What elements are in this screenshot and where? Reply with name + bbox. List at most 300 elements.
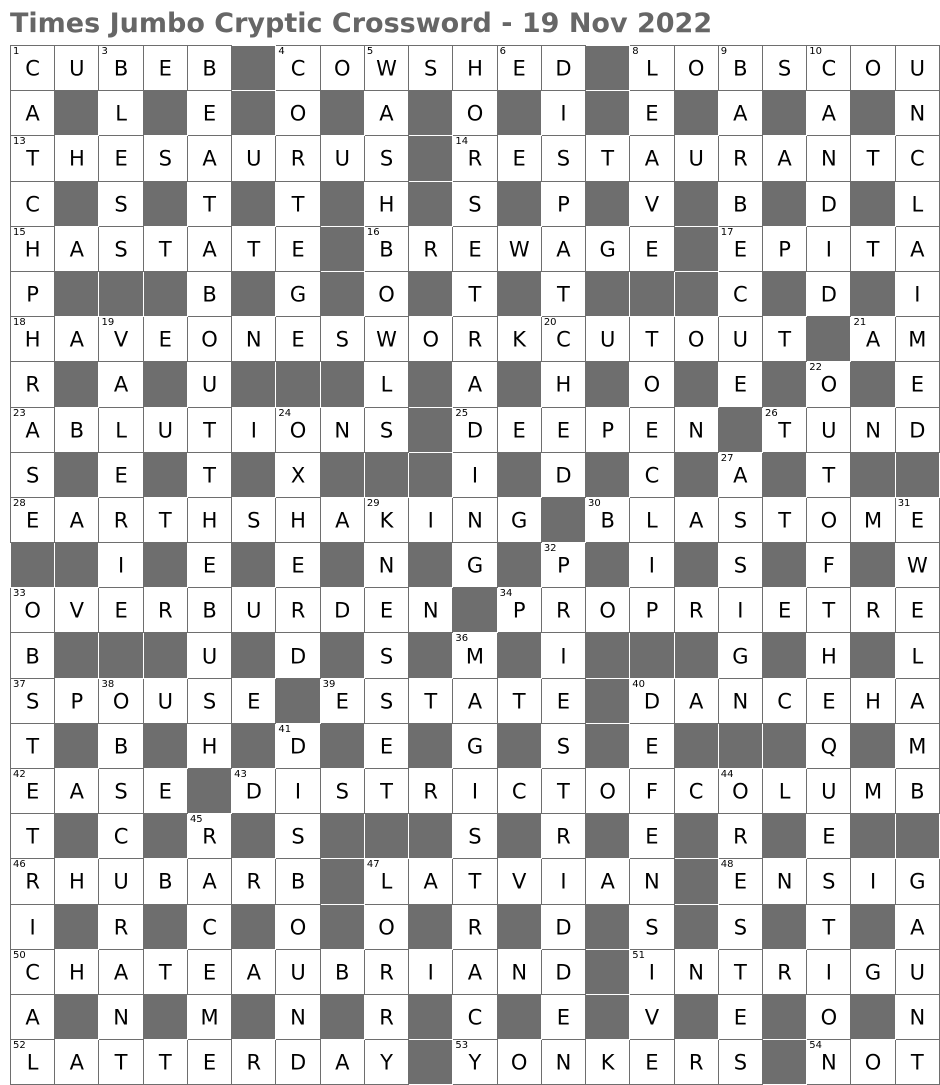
grid-cell[interactable] [364,723,408,768]
grid-cell[interactable] [364,769,408,814]
grid-cell[interactable] [762,949,806,994]
grid-cell[interactable] [630,678,674,723]
grid-cell[interactable] [232,317,276,362]
grid-cell[interactable] [586,317,630,362]
grid-cell[interactable] [674,317,718,362]
grid-cell[interactable] [762,859,806,904]
grid-cell[interactable] [497,46,541,91]
grid-cell[interactable] [630,317,674,362]
grid-cell[interactable] [807,226,851,271]
grid-cell[interactable] [807,181,851,226]
grid-cell[interactable] [807,136,851,181]
grid-cell[interactable] [364,543,408,588]
grid-cell[interactable] [232,769,276,814]
grid-cell[interactable] [187,407,231,452]
grid-cell[interactable] [630,91,674,136]
grid-cell[interactable] [55,226,99,271]
grid-cell[interactable] [55,136,99,181]
grid-cell[interactable] [276,814,320,859]
grid-cell[interactable] [187,362,231,407]
grid-cell[interactable] [143,497,187,542]
grid-cell[interactable] [11,136,55,181]
grid-cell[interactable] [630,949,674,994]
grid-cell[interactable] [807,46,851,91]
grid-cell[interactable] [762,769,806,814]
grid-cell[interactable] [320,949,364,994]
grid-cell[interactable] [232,949,276,994]
grid-cell[interactable] [895,226,939,271]
grid-cell[interactable] [807,271,851,316]
grid-cell[interactable] [674,1040,718,1085]
grid-cell[interactable] [11,226,55,271]
grid-cell[interactable] [55,46,99,91]
grid-cell[interactable] [143,949,187,994]
grid-cell[interactable] [55,407,99,452]
grid-cell[interactable] [99,859,143,904]
grid-cell[interactable] [364,497,408,542]
grid-cell[interactable] [99,678,143,723]
grid-cell[interactable] [232,226,276,271]
grid-cell[interactable] [232,407,276,452]
grid-cell[interactable] [99,362,143,407]
grid-cell[interactable] [807,633,851,678]
grid-cell[interactable] [55,949,99,994]
grid-cell[interactable] [541,859,585,904]
grid-cell[interactable] [453,723,497,768]
grid-cell[interactable] [586,1040,630,1085]
grid-cell[interactable] [541,271,585,316]
grid-cell[interactable] [630,136,674,181]
grid-cell[interactable] [187,723,231,768]
grid-cell[interactable] [11,814,55,859]
grid-cell[interactable] [895,1040,939,1085]
grid-cell[interactable] [276,226,320,271]
grid-cell[interactable] [895,904,939,949]
grid-cell[interactable] [497,678,541,723]
grid-cell[interactable] [851,497,895,542]
grid-cell[interactable] [895,362,939,407]
grid-cell[interactable] [807,859,851,904]
grid-cell[interactable] [409,769,453,814]
grid-cell[interactable] [630,46,674,91]
grid-cell[interactable] [320,1040,364,1085]
grid-cell[interactable] [895,91,939,136]
grid-cell[interactable] [143,769,187,814]
grid-cell[interactable] [541,181,585,226]
grid-cell[interactable] [630,1040,674,1085]
grid-cell[interactable] [807,723,851,768]
grid-cell[interactable] [276,543,320,588]
grid-cell[interactable] [143,859,187,904]
grid-cell[interactable] [276,904,320,949]
grid-cell[interactable] [674,949,718,994]
grid-cell[interactable] [99,1040,143,1085]
grid-cell[interactable] [541,588,585,633]
grid-cell[interactable] [497,949,541,994]
grid-cell[interactable] [762,317,806,362]
grid-cell[interactable] [364,91,408,136]
grid-cell[interactable] [453,181,497,226]
grid-cell[interactable] [187,859,231,904]
grid-cell[interactable] [586,769,630,814]
grid-cell[interactable] [630,226,674,271]
grid-cell[interactable] [630,181,674,226]
grid-cell[interactable] [674,769,718,814]
grid-cell[interactable] [99,769,143,814]
grid-cell[interactable] [718,317,762,362]
grid-cell[interactable] [364,904,408,949]
grid-cell[interactable] [99,497,143,542]
grid-cell[interactable] [497,769,541,814]
grid-cell[interactable] [807,543,851,588]
grid-cell[interactable] [99,181,143,226]
grid-cell[interactable] [99,452,143,497]
grid-cell[interactable] [320,46,364,91]
grid-cell[interactable] [143,136,187,181]
grid-cell[interactable] [453,769,497,814]
grid-cell[interactable] [586,226,630,271]
grid-cell[interactable] [276,407,320,452]
grid-cell[interactable] [276,181,320,226]
grid-cell[interactable] [99,136,143,181]
grid-cell[interactable] [364,46,408,91]
grid-cell[interactable] [807,588,851,633]
grid-cell[interactable] [364,994,408,1039]
grid-cell[interactable] [718,1040,762,1085]
grid-cell[interactable] [409,226,453,271]
grid-cell[interactable] [453,543,497,588]
grid-cell[interactable] [674,678,718,723]
grid-cell[interactable] [187,588,231,633]
grid-cell[interactable] [11,949,55,994]
grid-cell[interactable] [497,226,541,271]
grid-cell[interactable] [276,1040,320,1085]
grid-cell[interactable] [99,226,143,271]
grid-cell[interactable] [541,136,585,181]
grid-cell[interactable] [409,46,453,91]
grid-cell[interactable] [55,497,99,542]
grid-cell[interactable] [718,588,762,633]
grid-cell[interactable] [11,904,55,949]
grid-cell[interactable] [630,814,674,859]
grid-cell[interactable] [320,678,364,723]
grid-cell[interactable] [99,904,143,949]
grid-cell[interactable] [630,362,674,407]
grid-cell[interactable] [453,949,497,994]
grid-cell[interactable] [851,136,895,181]
grid-cell[interactable] [497,317,541,362]
grid-cell[interactable] [895,181,939,226]
grid-cell[interactable] [11,46,55,91]
grid-cell[interactable] [807,407,851,452]
grid-cell[interactable] [11,723,55,768]
grid-cell[interactable] [762,588,806,633]
grid-cell[interactable] [718,859,762,904]
grid-cell[interactable] [276,317,320,362]
grid-cell[interactable] [453,46,497,91]
grid-cell[interactable] [11,317,55,362]
grid-cell[interactable] [807,994,851,1039]
grid-cell[interactable] [11,859,55,904]
grid-cell[interactable] [586,588,630,633]
grid-cell[interactable] [718,136,762,181]
grid-cell[interactable] [55,317,99,362]
grid-cell[interactable] [541,452,585,497]
grid-cell[interactable] [276,994,320,1039]
grid-cell[interactable] [453,994,497,1039]
grid-cell[interactable] [895,543,939,588]
grid-cell[interactable] [11,1040,55,1085]
grid-cell[interactable] [409,859,453,904]
grid-cell[interactable] [851,769,895,814]
grid-cell[interactable] [143,678,187,723]
grid-cell[interactable] [851,678,895,723]
grid-cell[interactable] [143,226,187,271]
grid-cell[interactable] [187,452,231,497]
grid-cell[interactable] [187,136,231,181]
grid-cell[interactable] [11,769,55,814]
grid-cell[interactable] [55,859,99,904]
grid-cell[interactable] [807,362,851,407]
grid-cell[interactable] [453,814,497,859]
grid-cell[interactable] [895,678,939,723]
grid-cell[interactable] [11,181,55,226]
grid-cell[interactable] [718,91,762,136]
grid-cell[interactable] [320,136,364,181]
grid-cell[interactable] [276,46,320,91]
grid-cell[interactable] [364,136,408,181]
grid-cell[interactable] [453,678,497,723]
grid-cell[interactable] [276,949,320,994]
grid-cell[interactable] [453,136,497,181]
grid-cell[interactable] [453,633,497,678]
grid-cell[interactable] [674,407,718,452]
grid-cell[interactable] [718,181,762,226]
grid-cell[interactable] [364,226,408,271]
grid-cell[interactable] [187,949,231,994]
grid-cell[interactable] [851,1040,895,1085]
grid-cell[interactable] [143,46,187,91]
grid-cell[interactable] [11,407,55,452]
grid-cell[interactable] [497,136,541,181]
grid-cell[interactable] [55,678,99,723]
grid-cell[interactable] [276,588,320,633]
grid-cell[interactable] [276,859,320,904]
grid-cell[interactable] [99,543,143,588]
grid-cell[interactable] [497,588,541,633]
grid-cell[interactable] [895,407,939,452]
grid-cell[interactable] [541,1040,585,1085]
grid-cell[interactable] [232,678,276,723]
grid-cell[interactable] [807,949,851,994]
grid-cell[interactable] [895,46,939,91]
grid-cell[interactable] [320,317,364,362]
grid-cell[interactable] [99,91,143,136]
grid-cell[interactable] [541,543,585,588]
grid-cell[interactable] [276,723,320,768]
grid-cell[interactable] [187,226,231,271]
grid-cell[interactable] [11,678,55,723]
grid-cell[interactable] [11,91,55,136]
grid-cell[interactable] [718,814,762,859]
grid-cell[interactable] [187,181,231,226]
grid-cell[interactable] [364,633,408,678]
crossword-grid[interactable] [10,45,940,1085]
grid-cell[interactable] [187,678,231,723]
grid-cell[interactable] [541,949,585,994]
grid-cell[interactable] [364,317,408,362]
grid-cell[interactable] [409,588,453,633]
grid-cell[interactable] [674,46,718,91]
grid-cell[interactable] [851,588,895,633]
grid-cell[interactable] [630,588,674,633]
grid-cell[interactable] [320,407,364,452]
grid-cell[interactable] [674,497,718,542]
grid-cell[interactable] [762,497,806,542]
grid-cell[interactable] [895,136,939,181]
grid-cell[interactable] [453,452,497,497]
grid-cell[interactable] [497,407,541,452]
grid-cell[interactable] [541,994,585,1039]
grid-cell[interactable] [99,407,143,452]
grid-cell[interactable] [187,543,231,588]
grid-cell[interactable] [895,949,939,994]
grid-cell[interactable] [541,46,585,91]
grid-cell[interactable] [453,317,497,362]
grid-cell[interactable] [541,678,585,723]
grid-cell[interactable] [630,407,674,452]
grid-cell[interactable] [851,46,895,91]
grid-cell[interactable] [11,452,55,497]
grid-cell[interactable] [99,723,143,768]
grid-cell[interactable] [276,91,320,136]
grid-cell[interactable] [541,769,585,814]
grid-cell[interactable] [453,91,497,136]
grid-cell[interactable] [276,271,320,316]
grid-cell[interactable] [364,859,408,904]
grid-cell[interactable] [232,1040,276,1085]
grid-cell[interactable] [232,859,276,904]
grid-cell[interactable] [453,904,497,949]
grid-cell[interactable] [541,362,585,407]
grid-cell[interactable] [453,362,497,407]
grid-cell[interactable] [851,859,895,904]
grid-cell[interactable] [541,91,585,136]
grid-cell[interactable] [187,317,231,362]
grid-cell[interactable] [497,859,541,904]
grid-cell[interactable] [718,769,762,814]
grid-cell[interactable] [541,814,585,859]
grid-cell[interactable] [718,543,762,588]
grid-cell[interactable] [320,588,364,633]
grid-cell[interactable] [541,633,585,678]
grid-cell[interactable] [99,588,143,633]
grid-cell[interactable] [320,497,364,542]
grid-cell[interactable] [453,271,497,316]
grid-cell[interactable] [630,904,674,949]
grid-cell[interactable] [320,769,364,814]
grid-cell[interactable] [453,497,497,542]
grid-cell[interactable] [630,452,674,497]
grid-cell[interactable] [11,362,55,407]
grid-cell[interactable] [541,317,585,362]
grid-cell[interactable] [807,904,851,949]
grid-cell[interactable] [99,814,143,859]
grid-cell[interactable] [99,994,143,1039]
grid-cell[interactable] [187,994,231,1039]
grid-cell[interactable] [364,362,408,407]
grid-cell[interactable] [187,814,231,859]
grid-cell[interactable] [630,723,674,768]
grid-cell[interactable] [143,1040,187,1085]
grid-cell[interactable] [762,678,806,723]
grid-cell[interactable] [453,859,497,904]
grid-cell[interactable] [851,949,895,994]
grid-cell[interactable] [895,317,939,362]
grid-cell[interactable] [187,1040,231,1085]
grid-cell[interactable] [586,136,630,181]
grid-cell[interactable] [364,678,408,723]
grid-cell[interactable] [364,949,408,994]
grid-cell[interactable] [11,994,55,1039]
grid-cell[interactable] [55,588,99,633]
grid-cell[interactable] [187,46,231,91]
grid-cell[interactable] [718,904,762,949]
grid-cell[interactable] [807,452,851,497]
grid-cell[interactable] [586,497,630,542]
grid-cell[interactable] [807,814,851,859]
grid-cell[interactable] [364,1040,408,1085]
grid-cell[interactable] [718,497,762,542]
grid-cell[interactable] [895,633,939,678]
grid-cell[interactable] [99,46,143,91]
grid-cell[interactable] [409,678,453,723]
grid-cell[interactable] [718,271,762,316]
grid-cell[interactable] [11,633,55,678]
grid-cell[interactable] [187,91,231,136]
grid-cell[interactable] [143,588,187,633]
grid-cell[interactable] [99,949,143,994]
grid-cell[interactable] [674,136,718,181]
grid-cell[interactable] [541,407,585,452]
grid-cell[interactable] [276,769,320,814]
grid-cell[interactable] [807,497,851,542]
grid-cell[interactable] [187,904,231,949]
grid-cell[interactable] [11,588,55,633]
grid-cell[interactable] [718,452,762,497]
grid-cell[interactable] [11,271,55,316]
grid-cell[interactable] [718,678,762,723]
grid-cell[interactable] [895,859,939,904]
grid-cell[interactable] [851,317,895,362]
grid-cell[interactable] [851,407,895,452]
grid-cell[interactable] [718,226,762,271]
grid-cell[interactable] [718,633,762,678]
grid-cell[interactable] [895,723,939,768]
grid-cell[interactable] [276,136,320,181]
grid-cell[interactable] [674,588,718,633]
grid-cell[interactable] [541,904,585,949]
grid-cell[interactable] [630,859,674,904]
grid-cell[interactable] [232,497,276,542]
grid-cell[interactable] [718,362,762,407]
grid-cell[interactable] [630,994,674,1039]
grid-cell[interactable] [55,1040,99,1085]
grid-cell[interactable] [497,1040,541,1085]
grid-cell[interactable] [895,497,939,542]
grid-cell[interactable] [762,136,806,181]
grid-cell[interactable] [895,994,939,1039]
